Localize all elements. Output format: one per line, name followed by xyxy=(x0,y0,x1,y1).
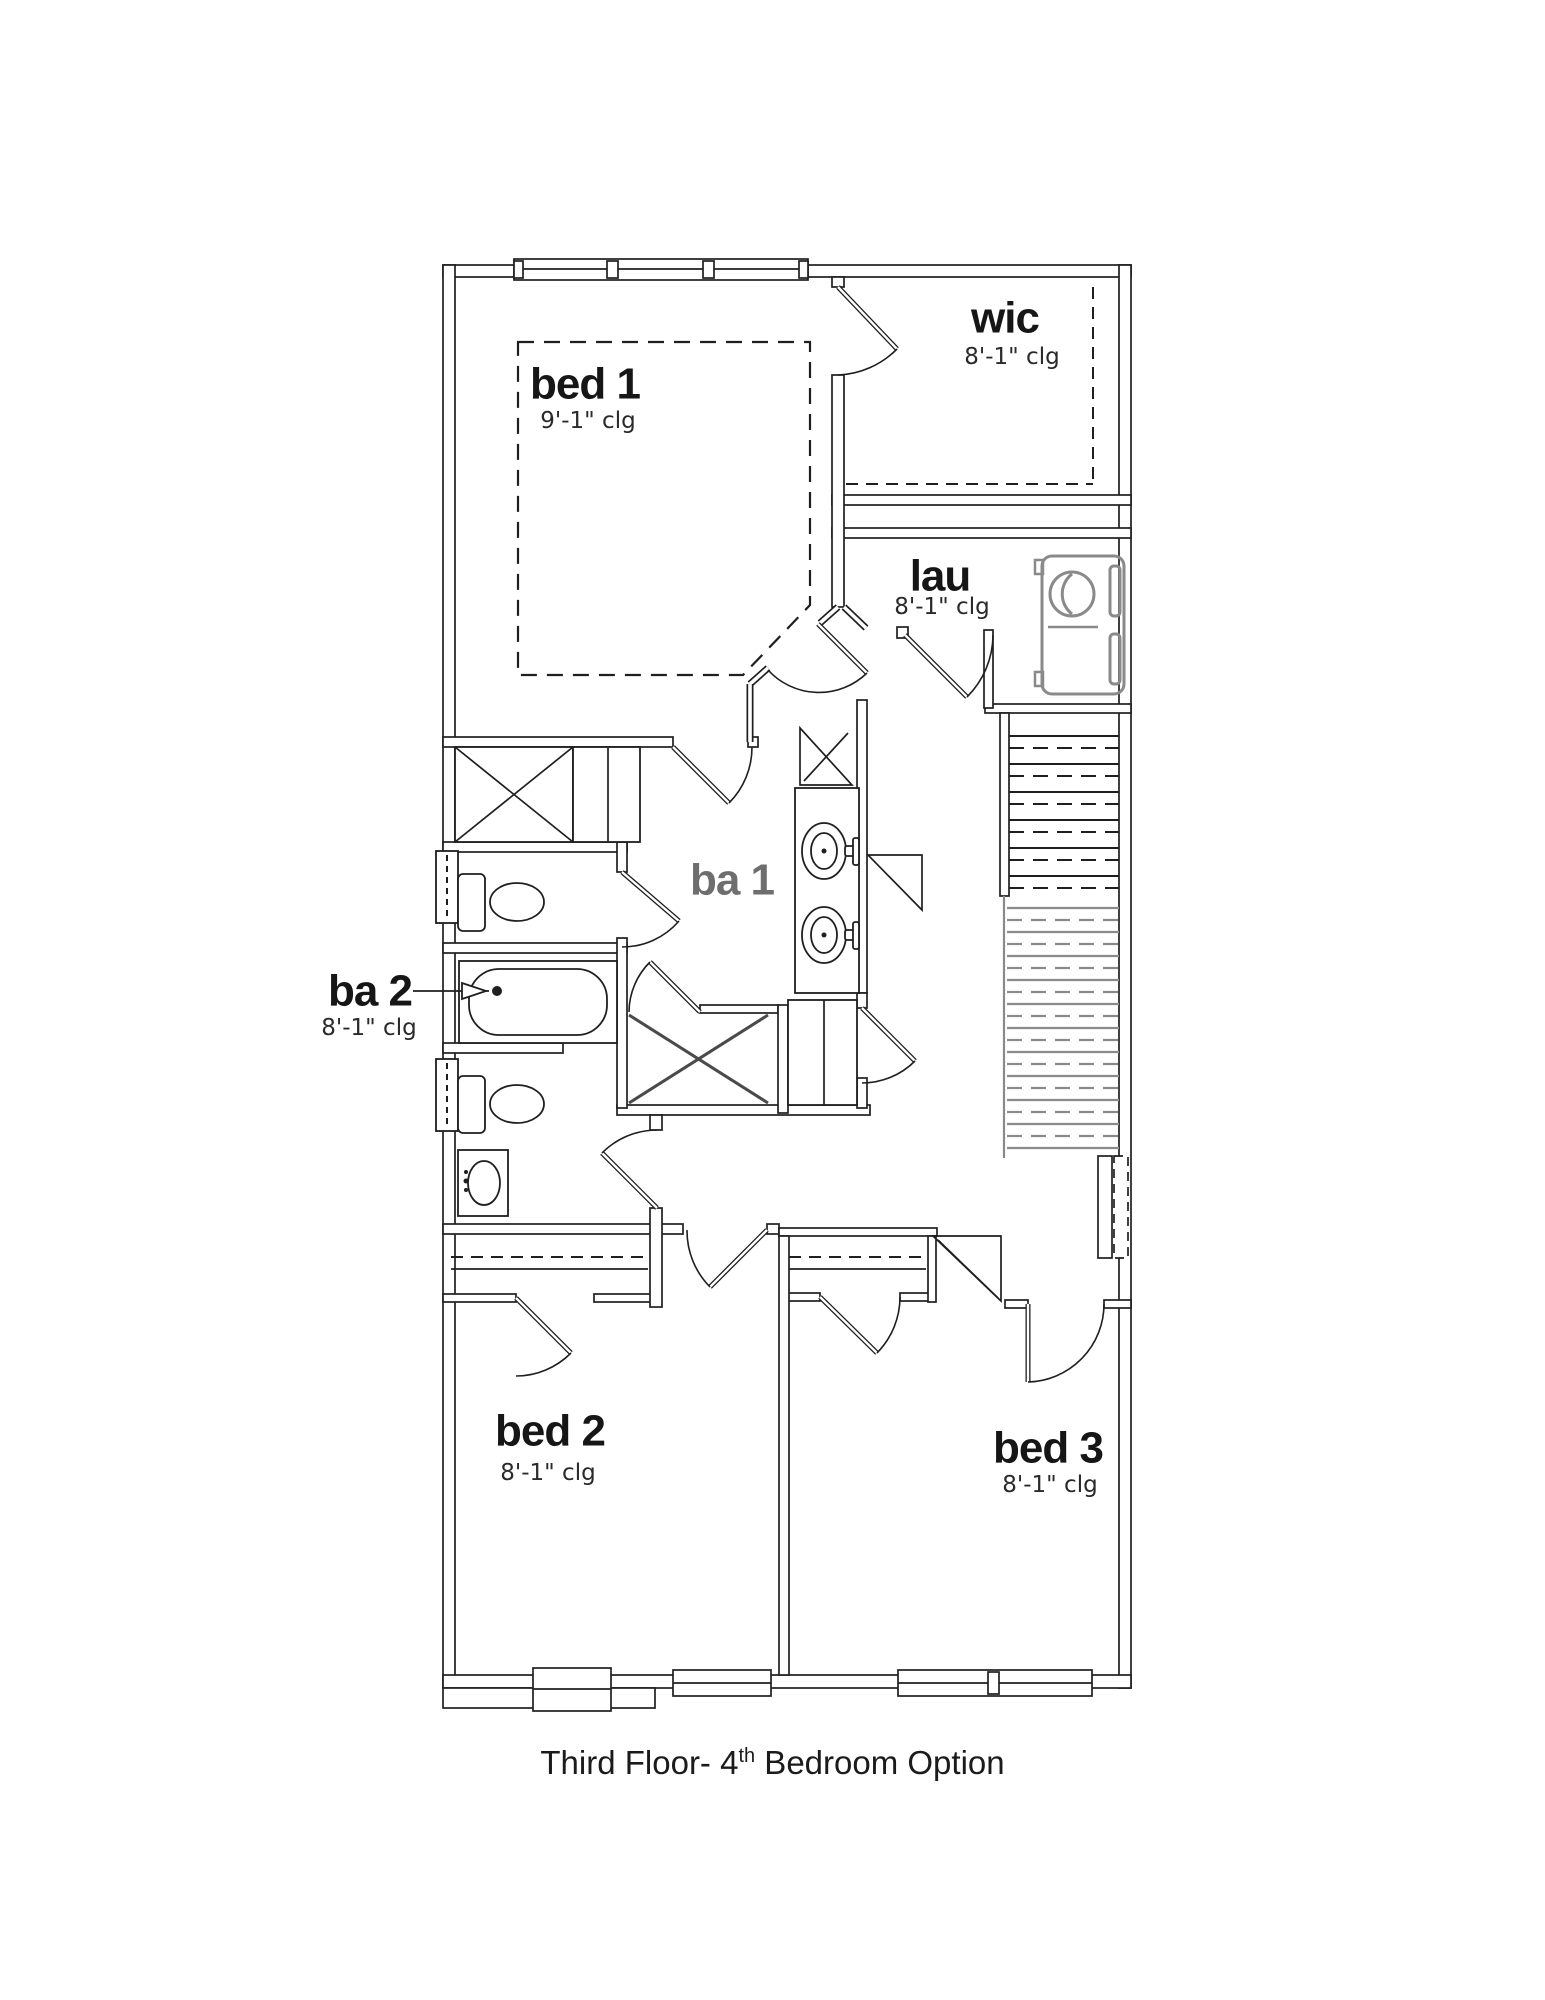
room-bed1 xyxy=(518,342,867,803)
hall-linen-closet xyxy=(788,1000,915,1105)
lau-ceiling-label: 8'-1" clg xyxy=(894,594,990,620)
washer-dryer xyxy=(1035,556,1124,694)
storage-x-room xyxy=(629,962,768,1103)
wc1-door xyxy=(622,872,679,947)
bed2-closet-door xyxy=(516,1298,571,1376)
window-bed2-left xyxy=(533,1668,611,1711)
sink-ba2 xyxy=(458,1150,508,1216)
toilet-ba2 xyxy=(458,1076,544,1133)
room-ba2 xyxy=(321,961,657,1216)
ba1-label: ba 1 xyxy=(689,855,775,905)
linen-door xyxy=(862,1008,915,1083)
bed3-closet xyxy=(789,1257,926,1353)
room-lau xyxy=(894,552,1124,698)
bathtub xyxy=(459,961,617,1043)
bed3-door xyxy=(1028,1304,1104,1382)
room-bed2 xyxy=(451,1230,767,1486)
wic-label: wic xyxy=(971,293,1039,343)
caption-prefix: Third Floor- 4 xyxy=(540,1744,739,1781)
tub-drain xyxy=(492,986,502,996)
bed2-label: bed 2 xyxy=(495,1406,605,1456)
wc2-window xyxy=(436,1059,458,1131)
ba2-door xyxy=(602,1130,657,1208)
room-wic xyxy=(838,287,1093,484)
bed1-bath-door xyxy=(673,747,752,803)
bed3-corner-chase xyxy=(933,1236,1001,1301)
bed2-ceiling-label: 8'-1" clg xyxy=(500,1460,596,1486)
window-bed2-right xyxy=(673,1670,771,1696)
bed1-label: bed 1 xyxy=(530,359,640,409)
diagonal-walls xyxy=(750,607,908,742)
wic-ceiling-label: 8'-1" clg xyxy=(964,344,1060,370)
lau-door xyxy=(905,635,993,697)
toilet-ba1 xyxy=(458,874,544,931)
stairwell-window xyxy=(1098,1156,1128,1258)
bed2-closet xyxy=(451,1257,648,1376)
bed1-ceiling-label: 9'-1" clg xyxy=(540,408,636,434)
bed2-door xyxy=(687,1230,767,1287)
stairs xyxy=(1004,736,1128,1258)
x-room-door xyxy=(629,962,700,1012)
ba2-label: ba 2 xyxy=(327,966,413,1016)
room-bed3 xyxy=(789,1236,1104,1498)
bed3-ceiling-label: 8'-1" clg xyxy=(1002,1472,1098,1498)
bed3-label: bed 3 xyxy=(993,1423,1103,1473)
lau-label: lau xyxy=(909,551,971,601)
caption-superscript: th xyxy=(738,1745,756,1767)
plan-caption xyxy=(0,1744,1545,1782)
shower xyxy=(455,747,573,842)
bed3-closet-door xyxy=(820,1297,900,1353)
vanity-double-sink xyxy=(795,788,859,993)
linen-cabinet xyxy=(573,747,640,842)
wic-door xyxy=(838,287,897,375)
window-bed3-double xyxy=(898,1670,1092,1696)
bed1-entry-door xyxy=(768,624,867,692)
ba2-ceiling-label: 8'-1" clg xyxy=(321,1015,417,1041)
window-top-triple xyxy=(514,259,808,280)
wc1-window xyxy=(436,851,458,923)
caption-suffix: Bedroom Option xyxy=(755,1744,1005,1781)
